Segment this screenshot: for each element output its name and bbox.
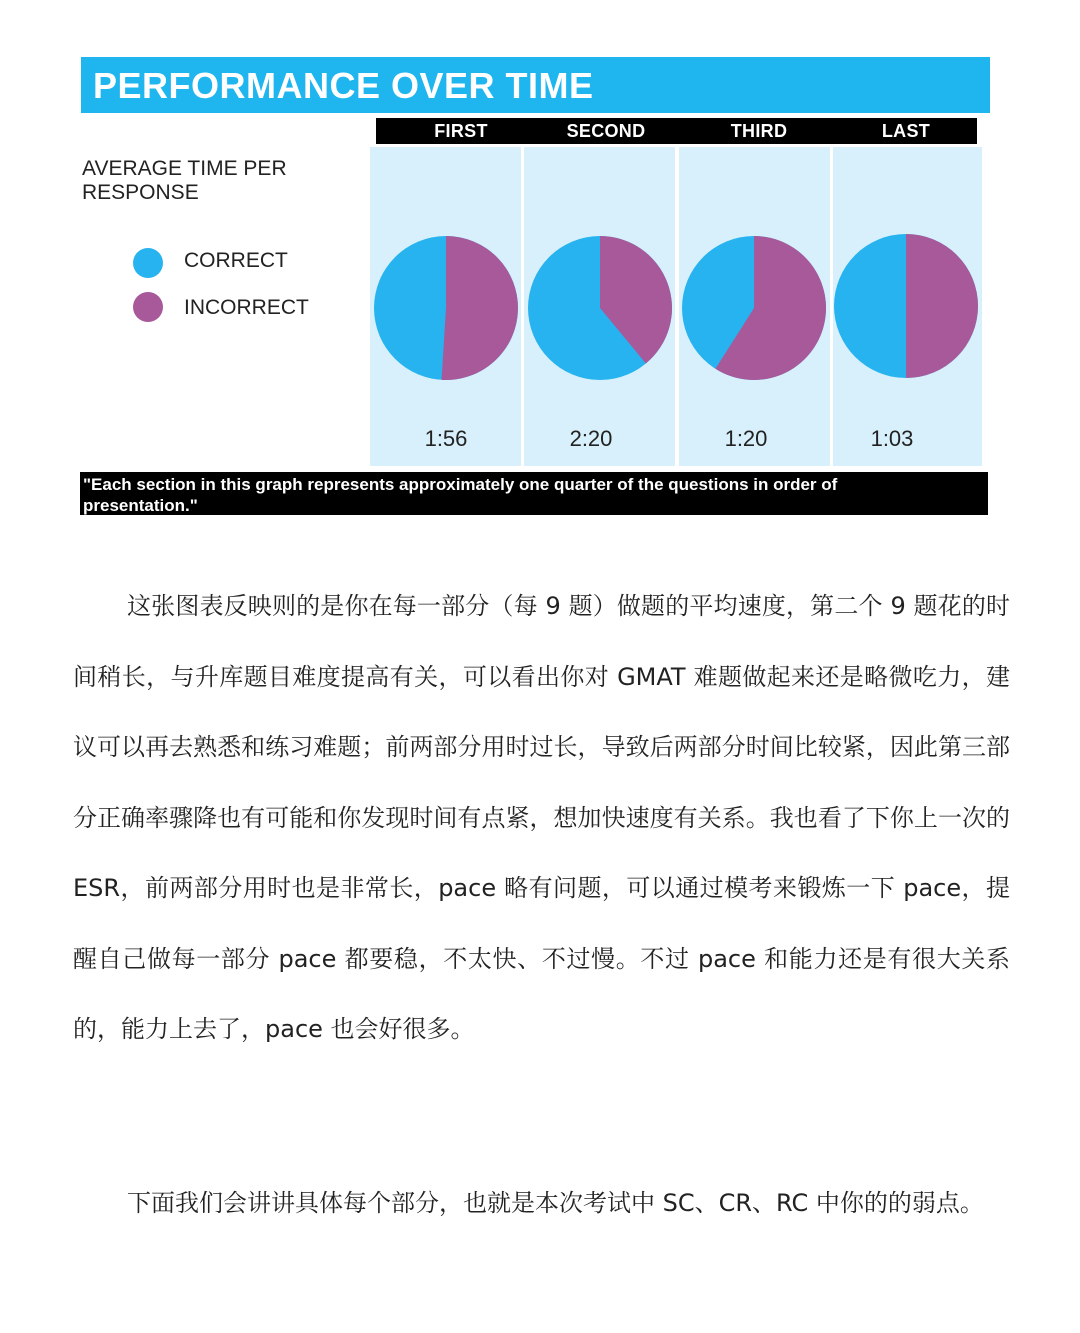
footnote-text: "Each section in this graph represents approximately one quarter of the questions in order of presentation."	[83, 475, 838, 515]
legend-label-correct: CORRECT	[184, 249, 288, 272]
panel-last	[833, 147, 982, 466]
legend-swatch-incorrect	[133, 292, 163, 322]
footnote-bar	[80, 472, 988, 515]
chart-title: PERFORMANCE OVER TIME	[93, 65, 594, 106]
legend-label-incorrect: INCORRECT	[184, 296, 309, 319]
time-label-last: 1:03	[870, 426, 914, 451]
y-axis-label: AVERAGE TIME PER RESPONSE	[82, 157, 287, 204]
legend-swatch-correct	[133, 248, 163, 278]
time-label-second: 2:20	[569, 426, 613, 451]
quarter-label-last: LAST	[881, 121, 931, 141]
chart-title-bar	[81, 57, 990, 113]
time-label-first: 1:56	[424, 426, 468, 451]
article-paragraph-1: 这张图表反映则的是你在每一部分（每 9 题）做题的平均速度，第二个 9 题花的时间稍长，与升库题目难度提高有关，可以看出你对 GMAT 难题做起来还是略微吃力，建议可以再去熟悉和练习难题；前两部分用时过长，导致后两部分时间比较紧，因此第三部分正确率骤降也有可能和你发现时间有点紧，想加快速度有关系。我也看了下你上一次的 ESR，前两部分用时也是非常长，pace 略有问题，可以通过模考来锻炼一下 pace，提醒自己做每一部分 pace 都要稳，不太快、不过慢。不过 pace 和能力还是有很大关系的，能力上去了，pace 也会好很多。	[73, 592, 1010, 1043]
quarter-label-third: THIRD	[730, 121, 788, 141]
quarter-header	[376, 118, 977, 144]
time-label-third: 1:20	[724, 426, 768, 451]
quarter-label-second: SECOND	[566, 121, 646, 141]
panel-second	[524, 147, 675, 466]
article-paragraph-2: 下面我们会讲讲具体每个部分，也就是本次考试中 SC、CR、RC 中你的的弱点。	[127, 1189, 984, 1217]
quarter-label-first: FIRST	[434, 121, 488, 141]
panel-third	[679, 147, 830, 466]
panel-first	[370, 147, 521, 466]
